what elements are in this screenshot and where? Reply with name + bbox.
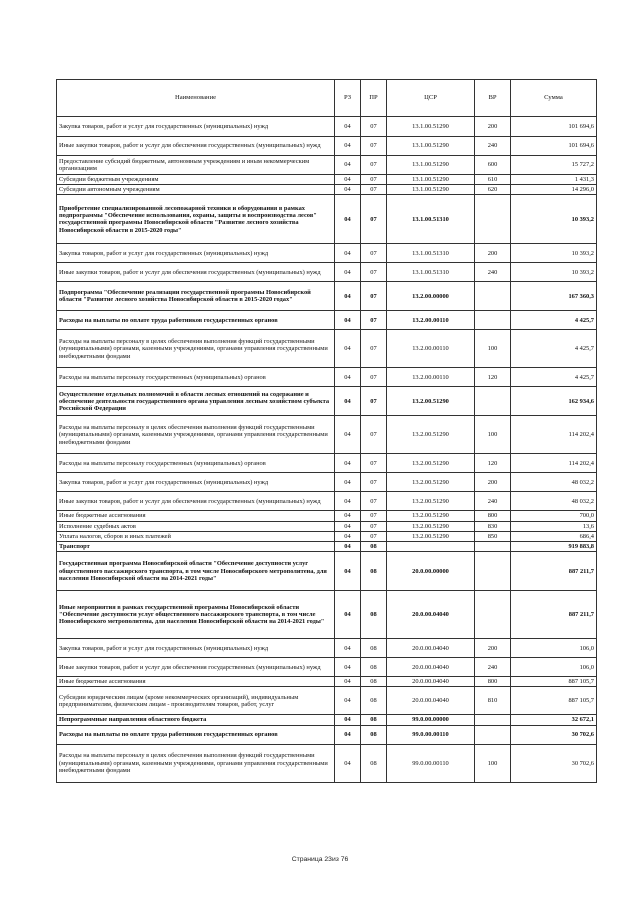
cell-name: Предоставление субсидий бюджетным, автономным учреждениям и иным некоммерческим организациям [57, 156, 335, 175]
header-sum: Сумма [511, 80, 597, 117]
cell-csr: 20.0.00.04040 [387, 639, 475, 658]
cell-rz: 04 [335, 282, 361, 311]
cell-name: Закупка товаров, работ и услуг для государственных (муниципальных) нужд [57, 473, 335, 492]
cell-vr: 810 [475, 687, 511, 715]
table-header-row [57, 80, 597, 117]
cell-rz: 04 [335, 244, 361, 263]
cell-name: Расходы на выплаты персоналу в целях обеспечения выполнения функций государственными (муниципальными) органами, казенными учреждениями, органами управления государственными внебюджетными фондами [57, 416, 335, 454]
cell-vr: 200 [475, 244, 511, 263]
cell-csr: 13.2.00.00110 [387, 330, 475, 368]
table-row [57, 263, 597, 282]
cell-name: Закупка товаров, работ и услуг для государственных (муниципальных) нужд [57, 639, 335, 658]
cell-sum: 167 360,3 [511, 282, 597, 311]
cell-sum: 114 202,4 [511, 416, 597, 454]
cell-pr: 07 [361, 137, 387, 156]
cell-sum: 4 425,7 [511, 330, 597, 368]
cell-rz: 04 [335, 687, 361, 715]
cell-pr: 07 [361, 368, 387, 387]
table-row [57, 137, 597, 156]
cell-name: Иные закупки товаров, работ и услуг для обеспечения государственных (муниципальных) нужд [57, 263, 335, 282]
cell-rz: 04 [335, 591, 361, 639]
cell-sum: 15 727,2 [511, 156, 597, 175]
cell-rz: 04 [335, 658, 361, 677]
cell-pr: 07 [361, 330, 387, 368]
cell-csr: 13.2.00.00000 [387, 282, 475, 311]
cell-sum: 32 672,1 [511, 715, 597, 725]
cell-csr: 13.1.00.51310 [387, 195, 475, 244]
cell-sum: 10 393,2 [511, 195, 597, 244]
table-row [57, 744, 597, 782]
cell-sum: 114 202,4 [511, 454, 597, 473]
cell-csr: 13.2.00.00110 [387, 311, 475, 330]
cell-csr: 20.0.00.00000 [387, 552, 475, 591]
cell-vr: 240 [475, 658, 511, 677]
cell-sum: 101 694,6 [511, 137, 597, 156]
cell-rz: 04 [335, 521, 361, 531]
cell-vr: 100 [475, 330, 511, 368]
cell-pr: 08 [361, 639, 387, 658]
table-row [57, 416, 597, 454]
cell-name: Приобретение специализированной лесопожарной техники и оборудования в рамках подпрограммы "Обеспечение использования, охраны, защиты и воспроизводства лесов" государственной программы Новосибирской области "Развитие лесного хозяйства Новосибирской области в 2015-2020 годы" [57, 195, 335, 244]
cell-name: Иные закупки товаров, работ и услуг для обеспечения государственных (муниципальных) нужд [57, 137, 335, 156]
cell-pr: 08 [361, 542, 387, 552]
cell-sum: 887 211,7 [511, 552, 597, 591]
cell-name: Непрограммные направления областного бюджета [57, 715, 335, 725]
cell-rz: 04 [335, 639, 361, 658]
cell-name: Расходы на выплаты персоналу государственных (муниципальных) органов [57, 368, 335, 387]
cell-pr: 08 [361, 677, 387, 687]
cell-sum: 686,4 [511, 531, 597, 541]
cell-rz: 04 [335, 263, 361, 282]
cell-rz: 04 [335, 677, 361, 687]
cell-rz: 04 [335, 175, 361, 185]
cell-csr: 99.0.00.00110 [387, 744, 475, 782]
cell-name: Субсидии бюджетным учреждениям [57, 175, 335, 185]
cell-pr: 07 [361, 531, 387, 541]
cell-pr: 07 [361, 195, 387, 244]
cell-rz: 04 [335, 492, 361, 511]
cell-vr: 600 [475, 156, 511, 175]
cell-rz: 04 [335, 311, 361, 330]
cell-vr [475, 387, 511, 416]
cell-csr: 13.2.00.51290 [387, 387, 475, 416]
cell-rz: 04 [335, 725, 361, 744]
cell-rz: 04 [335, 454, 361, 473]
cell-sum: 106,0 [511, 658, 597, 677]
cell-rz: 04 [335, 137, 361, 156]
table-row [57, 244, 597, 263]
cell-sum: 700,0 [511, 511, 597, 521]
cell-rz: 04 [335, 542, 361, 552]
table-row [57, 511, 597, 521]
cell-csr: 13.2.00.51290 [387, 531, 475, 541]
cell-rz: 04 [335, 552, 361, 591]
cell-rz: 04 [335, 368, 361, 387]
table-row [57, 175, 597, 185]
cell-name: Иные мероприятия в рамках государственной программы Новосибирской области "Обеспечение доступности услуг общественного пассажирского транспорта, в том числе Новосибирского метрополитена, для населения Новосибирской области на 2014-2021 годы" [57, 591, 335, 639]
cell-vr: 200 [475, 639, 511, 658]
cell-vr: 100 [475, 744, 511, 782]
cell-name: Расходы на выплаты по оплате труда работников государственных органов [57, 725, 335, 744]
cell-name: Исполнение судебных актов [57, 521, 335, 531]
cell-csr: 13.1.00.51310 [387, 244, 475, 263]
cell-name: Транспорт [57, 542, 335, 552]
cell-pr: 07 [361, 282, 387, 311]
table-row [57, 492, 597, 511]
cell-name: Иные закупки товаров, работ и услуг для обеспечения государственных (муниципальных) нужд [57, 492, 335, 511]
cell-csr: 13.2.00.51290 [387, 511, 475, 521]
cell-name: Государственная программа Новосибирской области "Обеспечение доступности услуг общественного пассажирского транспорта, в том числе Новосибирского метрополитена, для населения Новосибирской области на 2014-2021 годы" [57, 552, 335, 591]
cell-pr: 07 [361, 117, 387, 137]
cell-vr [475, 715, 511, 725]
cell-pr: 07 [361, 244, 387, 263]
cell-name: Иные бюджетные ассигнования [57, 511, 335, 521]
cell-pr: 08 [361, 687, 387, 715]
cell-rz: 04 [335, 473, 361, 492]
header-pr: ПР [361, 80, 387, 117]
cell-pr: 07 [361, 416, 387, 454]
cell-sum: 13,6 [511, 521, 597, 531]
cell-name: Закупка товаров, работ и услуг для государственных (муниципальных) нужд [57, 244, 335, 263]
table-row [57, 531, 597, 541]
cell-sum: 48 032,2 [511, 492, 597, 511]
cell-rz: 04 [335, 387, 361, 416]
cell-vr: 800 [475, 511, 511, 521]
cell-sum: 106,0 [511, 639, 597, 658]
table-row [57, 591, 597, 639]
cell-pr: 08 [361, 591, 387, 639]
cell-pr: 07 [361, 521, 387, 531]
table-row [57, 552, 597, 591]
cell-sum: 10 393,2 [511, 263, 597, 282]
cell-rz: 04 [335, 156, 361, 175]
table-row [57, 521, 597, 531]
cell-csr [387, 542, 475, 552]
cell-sum: 919 883,8 [511, 542, 597, 552]
cell-rz: 04 [335, 117, 361, 137]
cell-name: Осуществление отдельных полномочий в области лесных отношений на содержание и обеспечение деятельности государственного органа управления лесным хозяйством субъекта Российской Федерации [57, 387, 335, 416]
cell-vr [475, 195, 511, 244]
cell-rz: 04 [335, 744, 361, 782]
cell-pr: 08 [361, 658, 387, 677]
cell-sum: 30 702,6 [511, 725, 597, 744]
table-body [57, 117, 597, 783]
cell-vr [475, 591, 511, 639]
cell-pr: 07 [361, 387, 387, 416]
cell-sum: 1 431,3 [511, 175, 597, 185]
cell-sum: 4 425,7 [511, 311, 597, 330]
table-row [57, 368, 597, 387]
cell-csr: 99.0.00.00110 [387, 725, 475, 744]
cell-csr: 13.2.00.51290 [387, 416, 475, 454]
cell-vr: 200 [475, 473, 511, 492]
cell-vr [475, 282, 511, 311]
cell-csr: 13.1.00.51290 [387, 117, 475, 137]
cell-sum: 30 702,6 [511, 744, 597, 782]
cell-vr [475, 311, 511, 330]
cell-pr: 07 [361, 263, 387, 282]
table-row [57, 542, 597, 552]
cell-sum: 14 296,0 [511, 185, 597, 195]
table-row [57, 454, 597, 473]
cell-csr: 13.2.00.51290 [387, 454, 475, 473]
cell-csr: 13.1.00.51310 [387, 263, 475, 282]
cell-csr: 13.2.00.00110 [387, 368, 475, 387]
cell-vr: 240 [475, 492, 511, 511]
budget-table [56, 79, 597, 783]
table-row [57, 195, 597, 244]
table-row [57, 185, 597, 195]
cell-name: Закупка товаров, работ и услуг для государственных (муниципальных) нужд [57, 117, 335, 137]
cell-vr: 620 [475, 185, 511, 195]
cell-vr: 800 [475, 677, 511, 687]
cell-pr: 07 [361, 473, 387, 492]
cell-rz: 04 [335, 195, 361, 244]
table-row [57, 715, 597, 725]
cell-vr: 830 [475, 521, 511, 531]
cell-sum: 101 694,6 [511, 117, 597, 137]
cell-pr: 08 [361, 744, 387, 782]
table-row [57, 311, 597, 330]
cell-rz: 04 [335, 185, 361, 195]
table-row [57, 282, 597, 311]
cell-sum: 887 105,7 [511, 677, 597, 687]
cell-rz: 04 [335, 715, 361, 725]
cell-rz: 04 [335, 511, 361, 521]
cell-pr: 07 [361, 492, 387, 511]
cell-vr: 240 [475, 137, 511, 156]
table-row [57, 687, 597, 715]
cell-vr: 120 [475, 454, 511, 473]
table-row [57, 117, 597, 137]
cell-name: Подпрограмма "Обеспечение реализации государственной программы Новосибирской области "Развитие лесного хозяйства Новосибирской области в 2015-2020 годах" [57, 282, 335, 311]
cell-pr: 07 [361, 511, 387, 521]
cell-name: Субсидии автономным учреждениям [57, 185, 335, 195]
cell-sum: 4 425,7 [511, 368, 597, 387]
cell-sum: 48 032,2 [511, 473, 597, 492]
cell-csr: 13.2.00.51290 [387, 492, 475, 511]
table-row [57, 658, 597, 677]
cell-name: Субсидии юридическим лицам (кроме некоммерческих организаций), индивидуальным предпринимателям, физическим лицам - производителям товаров, работ, услуг [57, 687, 335, 715]
header-vr: ВР [475, 80, 511, 117]
cell-name: Расходы на выплаты персоналу в целях обеспечения выполнения функций государственными (муниципальными) органами, казенными учреждениями, органами управления государственными внебюджетными фондами [57, 744, 335, 782]
cell-sum: 162 934,6 [511, 387, 597, 416]
header-csr: ЦСР [387, 80, 475, 117]
cell-csr: 13.1.00.51290 [387, 137, 475, 156]
table-row [57, 156, 597, 175]
cell-name: Расходы на выплаты персоналу в целях обеспечения выполнения функций государственными (муниципальными) органами, казенными учреждениями, органами управления государственными внебюджетными фондами [57, 330, 335, 368]
cell-csr: 20.0.00.04040 [387, 677, 475, 687]
cell-pr: 07 [361, 454, 387, 473]
cell-name: Иные бюджетные ассигнования [57, 677, 335, 687]
cell-csr: 13.2.00.51290 [387, 521, 475, 531]
cell-vr [475, 725, 511, 744]
cell-pr: 07 [361, 185, 387, 195]
cell-vr [475, 552, 511, 591]
cell-csr: 20.0.00.04040 [387, 591, 475, 639]
table-row [57, 725, 597, 744]
table-row [57, 387, 597, 416]
cell-vr [475, 542, 511, 552]
cell-pr: 08 [361, 725, 387, 744]
cell-csr: 13.1.00.51290 [387, 185, 475, 195]
cell-vr: 120 [475, 368, 511, 387]
cell-vr: 100 [475, 416, 511, 454]
header-rz: РЗ [335, 80, 361, 117]
cell-csr: 20.0.00.04040 [387, 658, 475, 677]
cell-pr: 07 [361, 156, 387, 175]
cell-sum: 887 211,7 [511, 591, 597, 639]
cell-rz: 04 [335, 531, 361, 541]
cell-csr: 13.2.00.51290 [387, 473, 475, 492]
cell-name: Расходы на выплаты по оплате труда работников государственных органов [57, 311, 335, 330]
cell-csr: 13.1.00.51290 [387, 175, 475, 185]
cell-pr: 08 [361, 715, 387, 725]
cell-pr: 07 [361, 311, 387, 330]
table-row [57, 639, 597, 658]
cell-csr: 20.0.00.04040 [387, 687, 475, 715]
table-row [57, 473, 597, 492]
cell-name: Расходы на выплаты персоналу государственных (муниципальных) органов [57, 454, 335, 473]
header-name: Наименование [57, 80, 335, 117]
cell-pr: 08 [361, 552, 387, 591]
cell-csr: 99.0.00.00000 [387, 715, 475, 725]
table-row [57, 330, 597, 368]
cell-name: Иные закупки товаров, работ и услуг для обеспечения государственных (муниципальных) нужд [57, 658, 335, 677]
cell-name: Уплата налогов, сборов и иных платежей [57, 531, 335, 541]
table-row [57, 677, 597, 687]
cell-vr: 610 [475, 175, 511, 185]
cell-rz: 04 [335, 416, 361, 454]
cell-vr: 850 [475, 531, 511, 541]
cell-pr: 07 [361, 175, 387, 185]
cell-csr: 13.1.00.51290 [387, 156, 475, 175]
cell-rz: 04 [335, 330, 361, 368]
page-footer: Страница 23из 76 [291, 856, 349, 863]
cell-sum: 10 393,2 [511, 244, 597, 263]
cell-vr: 240 [475, 263, 511, 282]
cell-sum: 887 105,7 [511, 687, 597, 715]
cell-vr: 200 [475, 117, 511, 137]
